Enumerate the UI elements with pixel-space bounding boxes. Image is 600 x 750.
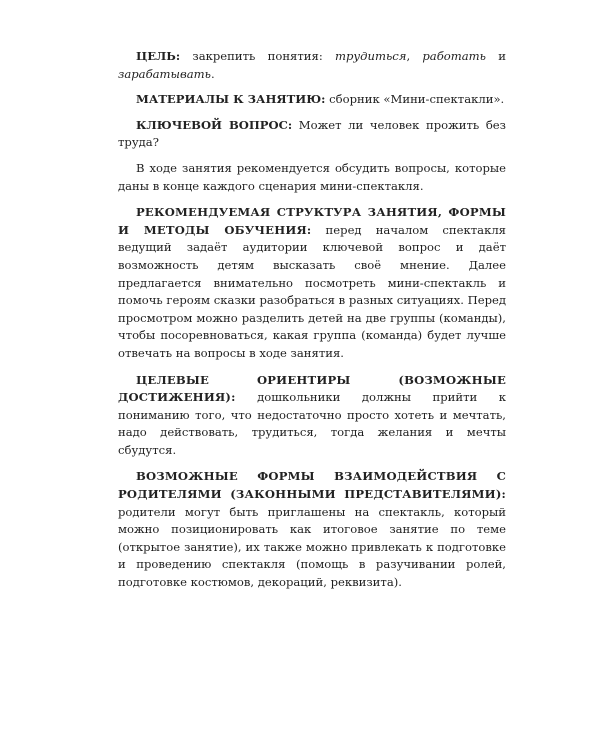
intro-text: В ходе занятия рекомендуется обсудить вопросы, которые даны в конце каждого сценария мини-спектакля. [118,160,506,193]
goal-sep-2: и [486,49,506,63]
goal-term-2: работать [422,49,486,63]
parents-text: родители могут быть приглашены на спектакль, который можно позиционировать как итоговое занятие по теме (открытое занятие), их также можно привлекать к подготовке и проведению спектакля (помощь в разучивании ролей, подготовке костюмов, декораций, реквизита). [118,504,506,590]
goal-text: закрепить понятия: [180,49,335,63]
goal-end: . [210,66,215,81]
goal-paragraph [118,48,506,83]
materials-paragraph [118,91,506,109]
key-question-paragraph [118,117,506,152]
goal-term-3: зарабатывать [118,66,211,81]
structure-paragraph [118,204,506,362]
key-question-text: Может ли человек прожить без труда? [118,117,506,150]
intro-paragraph [118,160,506,195]
parents-paragraph [118,468,506,591]
document-page [118,48,506,601]
key-question-label: КЛЮЧЕВОЙ ВОПРОС: [136,117,293,132]
parents-label: ВОЗМОЖНЫЕ ФОРМЫ ВЗАИМОДЕЙСТВИЯ С РОДИТЕЛЯМИ (ЗАКОННЫМИ ПРЕДСТАВИТЕЛЯМИ): [118,469,506,502]
goal-term-1: трудиться [335,49,407,63]
goal-sep-1: , [406,49,423,63]
materials-label: МАТЕРИАЛЫ К ЗАНЯТИЮ: [136,92,326,107]
structure-label: РЕКОМЕНДУЕМАЯ СТРУКТУРА ЗАНЯТИЯ, ФОРМЫ И МЕТОДЫ ОБУЧЕНИЯ: [118,205,506,237]
materials-text: сборник «Мини-спектакли». [325,92,505,107]
structure-text: перед началом спектакля ведущий задаёт аудитории ключевой вопрос и даёт возможность детям высказать своё мнение. Далее предлагается внимательно посмотреть мини-спектакль и помочь героям сказки разобраться в разных ситуациях. Перед просмотром можно разделить детей на две группы (команды), чтобы посоревноваться, какая группа (команда) будет лучше отвечать на вопросы в ходе занятия. [118,222,506,360]
targets-label: ЦЕЛЕВЫЕ ОРИЕНТИРЫ (ВОЗМОЖНЫЕ ДОСТИЖЕНИЯ): [118,372,506,405]
targets-text: дошкольники должны прийти к пониманию того, что недостаточно просто хотеть и мечтать, надо действовать, трудиться, тогда желания и мечты сбудутся. [118,390,506,457]
targets-paragraph [118,372,506,460]
goal-label: ЦЕЛЬ: [136,49,181,63]
